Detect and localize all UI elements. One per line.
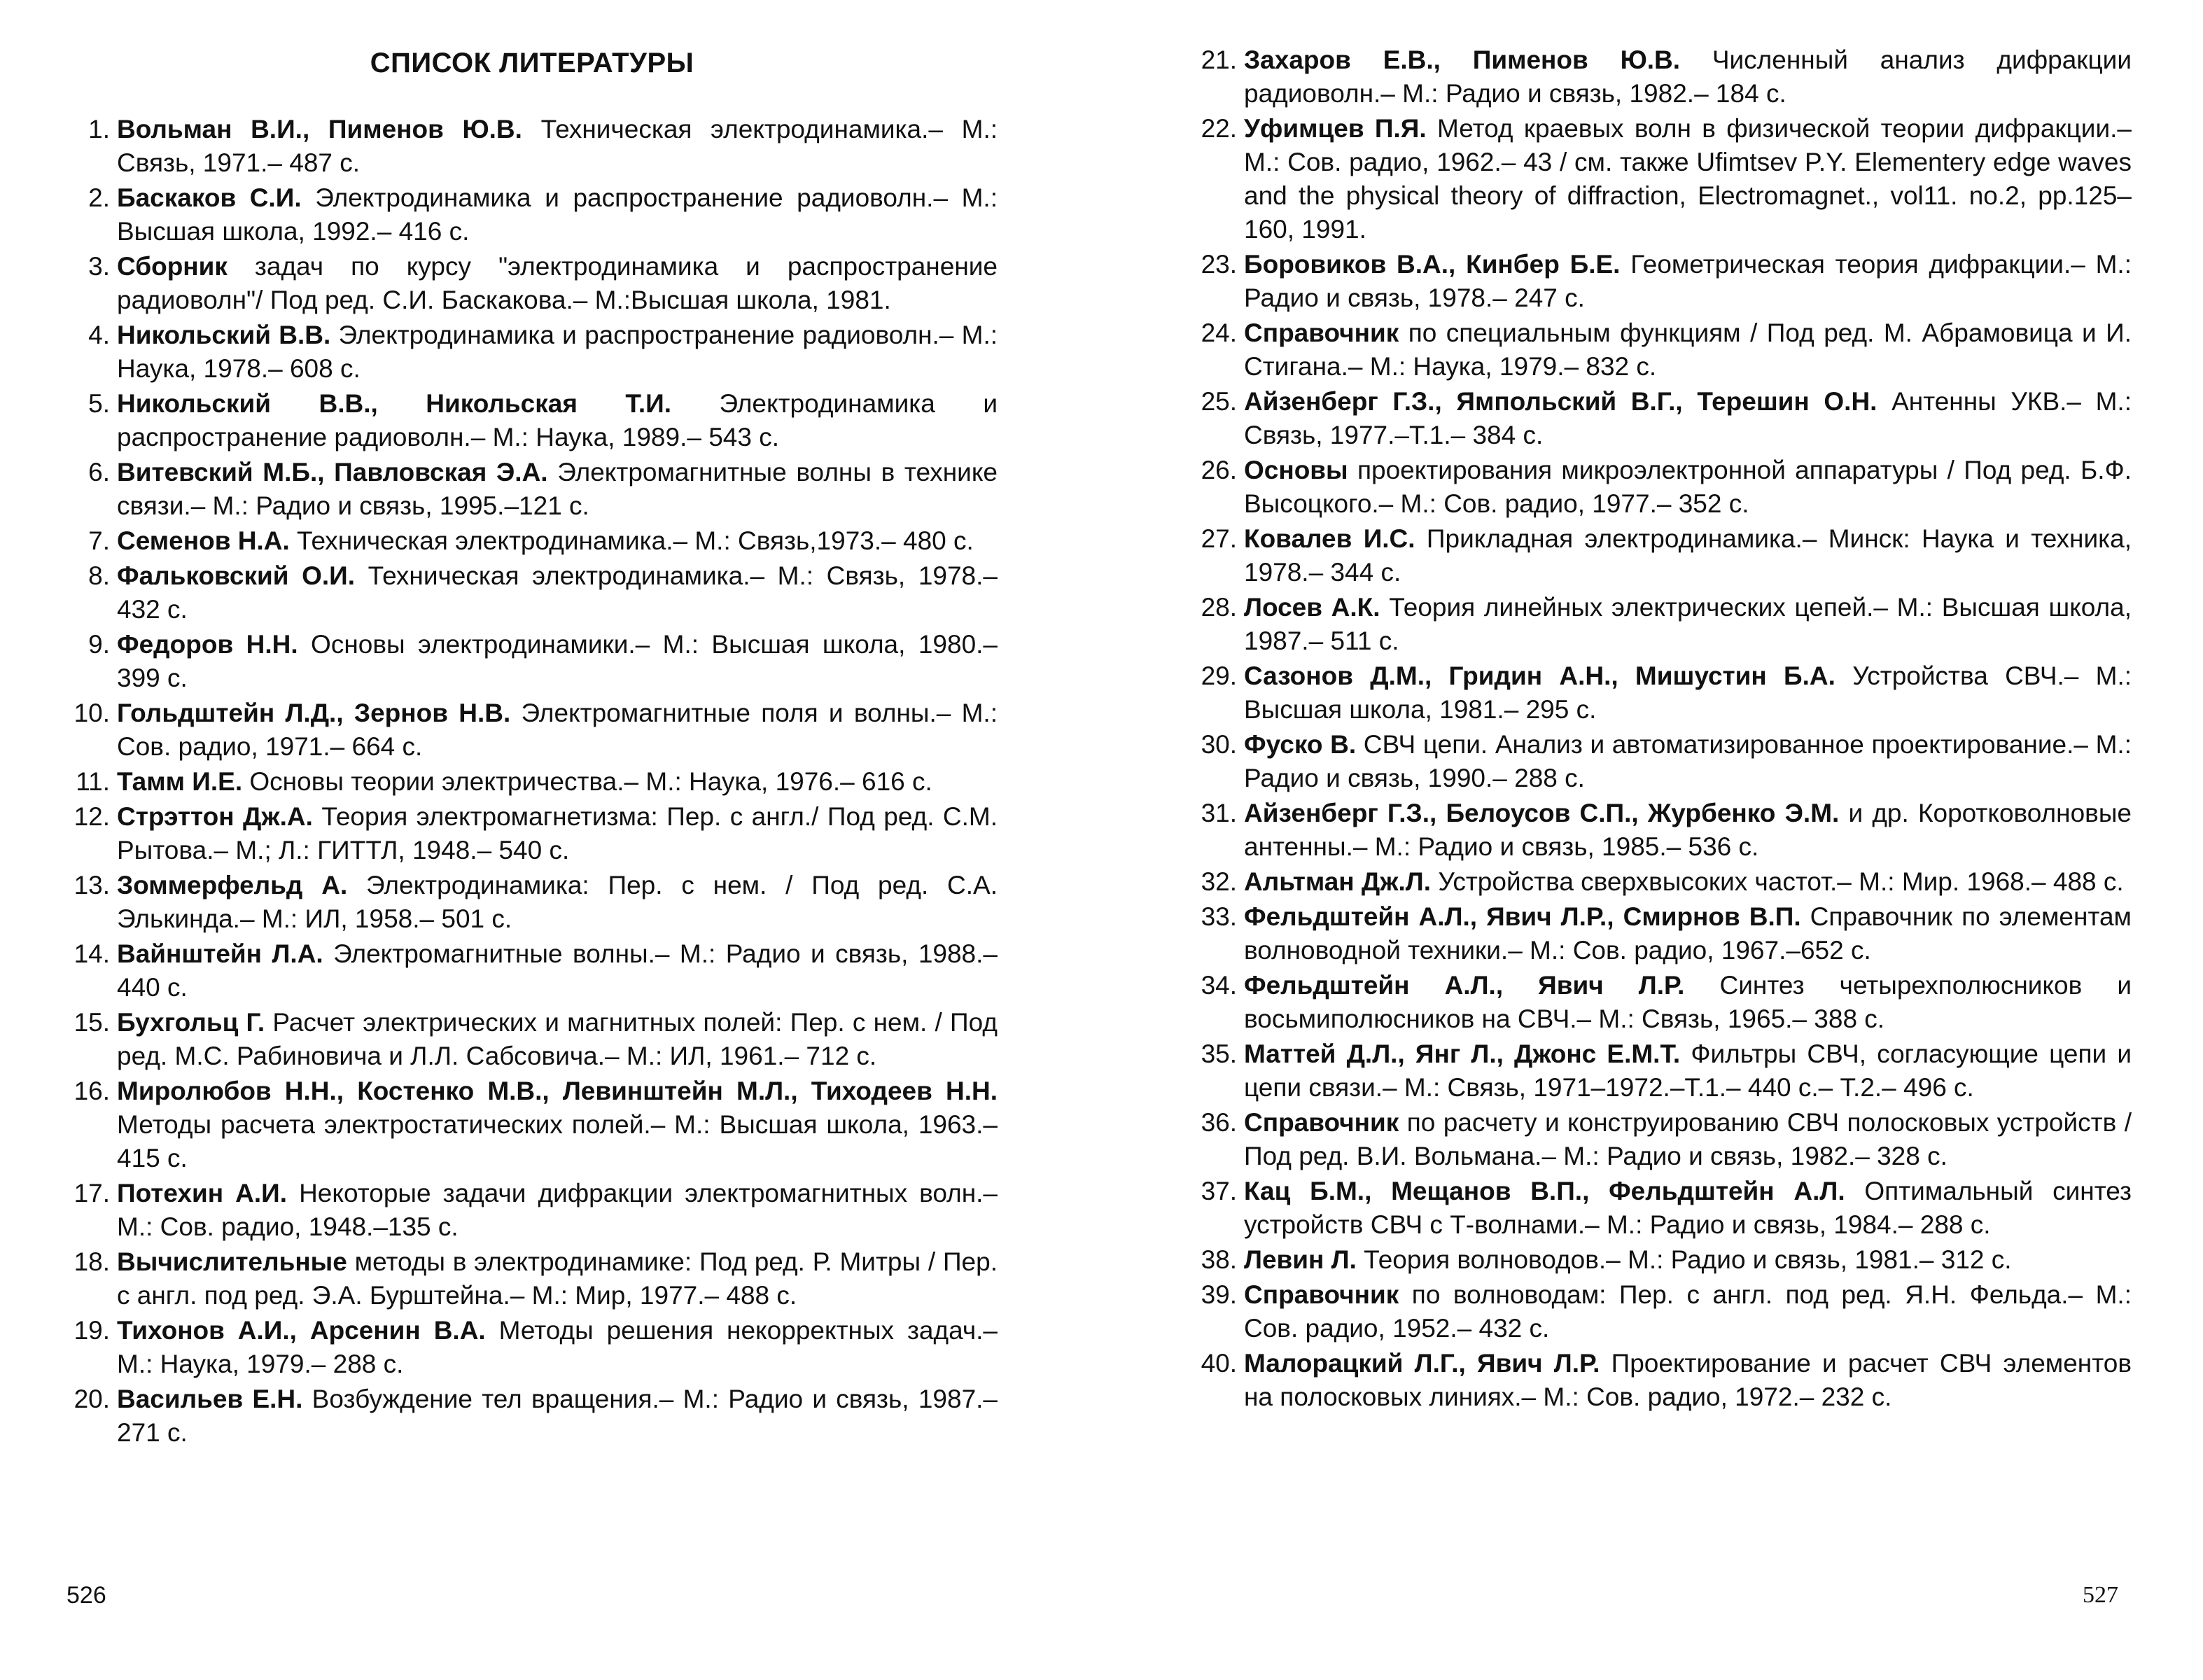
reference-item <box>1194 1037 2132 1105</box>
reference-item <box>1194 1243 2132 1277</box>
reference-number: 5. <box>88 389 110 418</box>
reference-text: по расчету и конструированию СВЧ полосковых устройств / Под ред. В.И. Вольмана.– М.: Радио и связь, 1982.– 328 с. <box>1244 1108 2132 1170</box>
reference-item <box>1194 1106 2132 1173</box>
reference-item <box>1194 112 2132 246</box>
reference-number: 1. <box>88 115 110 144</box>
reference-authors: Боровиков В.А., Кинбер Б.Е. <box>1244 250 1621 279</box>
reference-text: Некоторые задачи дифракции электромагнитных волн.– М.: Сов. радио, 1948.–135 с. <box>117 1179 998 1241</box>
reference-list-left <box>67 113 998 1450</box>
reference-number: 37. <box>1201 1177 1237 1205</box>
reference-text: и др. Коротковолновые антенны.– М.: Радио и связь, 1985.– 536 с. <box>1244 799 2132 861</box>
reference-number: 40. <box>1201 1349 1237 1378</box>
reference-item <box>67 1006 998 1073</box>
reference-text: Теория электромагнетизма: Пер. с англ./ Под ред. С.М. Рытова.– М.; Л.: ГИТТЛ, 1948.– 540 с. <box>117 802 998 864</box>
reference-text: Устройства СВЧ.– М.: Высшая школа, 1981.– 295 с. <box>1244 662 2132 724</box>
reference-text: Численный анализ дифракции радиоволн.– М.: Радио и связь, 1982.– 184 с. <box>1244 46 2132 108</box>
reference-number: 28. <box>1201 593 1237 622</box>
reference-item <box>1194 1175 2132 1242</box>
reference-number: 6. <box>88 458 110 486</box>
reference-text: методы в электродинамике: Под ред. Р. Митры / Пер. с англ. под ред. Э.А. Бурштейна.– М.: Мир, 1977.– 488 с. <box>117 1247 998 1310</box>
reference-authors: Стрэттон Дж.А. <box>117 802 313 831</box>
reference-item <box>67 387 998 454</box>
reference-authors: Айзенберг Г.З., Белоусов С.П., Журбенко Э.М. <box>1244 799 1840 827</box>
reference-authors: Основы <box>1244 456 1348 484</box>
reference-number: 11. <box>76 767 110 796</box>
reference-authors: Тихонов А.И., Арсенин В.А. <box>117 1316 486 1345</box>
reference-text: Электромагнитные поля и волны.– М.: Сов. радио, 1971.– 664 с. <box>117 699 998 761</box>
reference-authors: Фельдштейн А.Л., Явич Л.Р., Смирнов В.П. <box>1244 902 1801 931</box>
reference-item <box>67 628 998 695</box>
reference-item <box>1194 591 2132 658</box>
reference-authors: Айзенберг Г.З., Ямпольский В.Г., Терешин О.Н. <box>1244 387 1877 416</box>
reference-number: 16. <box>74 1077 110 1105</box>
reference-item <box>67 800 998 867</box>
reference-number: 9. <box>88 630 110 659</box>
reference-authors: Справочник <box>1244 318 1399 347</box>
reference-authors: Малорацкий Л.Г., Явич Л.Р. <box>1244 1349 1600 1378</box>
reference-text: Методы решения некорректных задач.– М.: Наука, 1979.– 288 с. <box>117 1316 998 1378</box>
reference-authors: Вайнштейн Л.А. <box>117 939 323 968</box>
reference-text: Оптимальный синтез устройств СВЧ с Т-волнами.– М.: Радио и связь, 1984.– 288 с. <box>1244 1177 2132 1239</box>
reference-number: 30. <box>1201 730 1237 759</box>
reference-authors: Федоров Н.Н. <box>117 630 298 659</box>
reference-number: 22. <box>1201 114 1237 143</box>
reference-text: Электродинамика и распространение радиоволн.– М.: Наука, 1978.– 608 с. <box>117 321 998 383</box>
reference-authors: Фальковский О.И. <box>117 561 356 590</box>
reference-item <box>67 524 998 558</box>
reference-number: 17. <box>74 1179 110 1208</box>
reference-text: задач по курсу "электродинамика и распространение радиоволн"/ Под ред. С.И. Баскакова.– М.:Высшая школа, 1981. <box>117 252 998 314</box>
reference-authors: Сазонов Д.М., Гридин А.Н., Мишустин Б.А. <box>1244 662 1835 690</box>
page-title: СПИСОК ЛИТЕРАТУРЫ <box>370 48 694 78</box>
reference-authors: Семенов Н.А. <box>117 526 290 555</box>
reference-authors: Гольдштейн Л.Д., Зернов Н.В. <box>117 699 511 727</box>
reference-authors: Альтман Дж.Л. <box>1244 867 1432 896</box>
reference-text: Методы расчета электростатических полей.– М.: Высшая школа, 1963.– 415 с. <box>117 1110 998 1172</box>
reference-text: Геометрическая теория дифракции.– М.: Радио и связь, 1978.– 247 с. <box>1244 250 2132 312</box>
reference-number: 39. <box>1201 1280 1237 1309</box>
reference-number: 13. <box>74 871 110 899</box>
reference-item <box>67 181 998 248</box>
reference-text: Возбуждение тел вращения.– М.: Радио и связь, 1987.– 271 с. <box>117 1385 998 1447</box>
reference-authors: Васильев Е.Н. <box>117 1385 303 1413</box>
reference-authors: Никольский В.В., Никольская Т.И. <box>117 389 671 418</box>
reference-text: Основы теории электричества.– М.: Наука, 1976.– 616 с. <box>242 767 932 796</box>
reference-text: Антенны УКВ.– М.: Связь, 1977.–Т.1.– 384 с. <box>1244 387 2132 449</box>
reference-item <box>1194 248 2132 315</box>
reference-text: Электромагнитные волны.– М.: Радио и связь, 1988.– 440 с. <box>117 939 998 1002</box>
reference-text: Метод краевых волн в физической теории дифракции.– М.: Сов. радио, 1962.– 43 / см. также Ufimtsev P.Y. Elementery edge waves and the physical theory of diffraction, Electromagnet., vol11. no.2, pp.125–160, 1991. <box>1244 114 2132 244</box>
reference-authors: Вольман В.И., Пименов Ю.В. <box>117 115 522 144</box>
reference-number: 29. <box>1201 662 1237 690</box>
reference-number: 23. <box>1201 250 1237 279</box>
reference-number: 10. <box>74 699 110 727</box>
reference-item <box>67 696 998 764</box>
reference-item <box>67 765 998 799</box>
reference-text: Техническая электродинамика.– М.: Связь, 1978.– 432 с. <box>117 561 998 624</box>
reference-number: 38. <box>1201 1245 1237 1274</box>
reference-text: Синтез четырехполюсников и восьмиполюсников на СВЧ.– М.: Связь, 1965.– 388 с. <box>1244 971 2132 1033</box>
reference-number: 2. <box>88 183 110 212</box>
reference-number: 19. <box>74 1316 110 1345</box>
reference-number: 36. <box>1201 1108 1237 1137</box>
reference-number: 7. <box>88 526 110 555</box>
reference-item <box>67 1074 998 1175</box>
reference-number: 14. <box>74 939 110 968</box>
reference-number: 31. <box>1201 799 1237 827</box>
reference-item <box>67 250 998 317</box>
reference-authors: Справочник <box>1244 1280 1399 1309</box>
reference-text: Расчет электрических и магнитных полей: Пер. с нем. / Под ред. М.С. Рабиновича и Л.Л. Сабсовича.– М.: ИЛ, 1961.– 712 с. <box>117 1008 998 1070</box>
reference-text: Техническая электродинамика.– М.: Связь,1973.– 480 с. <box>289 526 974 555</box>
reference-number: 8. <box>88 561 110 590</box>
reference-item <box>1194 522 2132 589</box>
reference-authors: Захаров Е.В., Пименов Ю.В. <box>1244 46 1681 74</box>
reference-authors: Кац Б.М., Мещанов В.П., Фельдштейн А.Л. <box>1244 1177 1845 1205</box>
reference-item <box>1194 43 2132 111</box>
reference-text: Прикладная электродинамика.– Минск: Наука и техника, 1978.– 344 с. <box>1244 524 2132 587</box>
reference-item <box>67 113 998 180</box>
reference-number: 18. <box>74 1247 110 1276</box>
reference-text: Электродинамика и распространение радиоволн.– М.: Наука, 1989.– 543 с. <box>117 389 998 451</box>
reference-text: Техническая электродинамика.– М.: Связь, 1971.– 487 с. <box>117 115 998 177</box>
reference-item <box>67 1245 998 1312</box>
reference-item <box>67 318 998 386</box>
reference-number: 12. <box>74 802 110 831</box>
reference-text: Теория линейных электрических цепей.– М.: Высшая школа, 1987.– 511 с. <box>1244 593 2132 655</box>
reference-authors: Фуско В. <box>1244 730 1357 759</box>
reference-number: 33. <box>1201 902 1237 931</box>
reference-text: Электродинамика: Пер. с нем. / Под ред. С.А. Элькинда.– М.: ИЛ, 1958.– 501 с. <box>117 871 998 933</box>
reference-authors: Потехин А.И. <box>117 1179 288 1208</box>
reference-text: Электродинамика и распространение радиоволн.– М.: Высшая школа, 1992.– 416 с. <box>117 183 998 246</box>
reference-item <box>1194 1347 2132 1414</box>
reference-authors: Витевский М.Б., Павловская Э.А. <box>117 458 548 486</box>
reference-number: 15. <box>74 1008 110 1037</box>
reference-authors: Ковалев И.С. <box>1244 524 1415 553</box>
reference-number: 26. <box>1201 456 1237 484</box>
left-page <box>67 0 998 1680</box>
reference-text: по волноводам: Пер. с англ. под ред. Я.Н. Фельда.– М.: Сов. радио, 1952.– 432 с. <box>1244 1280 2132 1343</box>
reference-authors: Маттей Д.Л., Янг Л., Джонс Е.М.Т. <box>1244 1040 1681 1068</box>
reference-number: 24. <box>1201 318 1237 347</box>
reference-authors: Лосев А.К. <box>1244 593 1380 622</box>
reference-text: СВЧ цепи. Анализ и автоматизированное проектирование.– М.: Радио и связь, 1990.– 288 с. <box>1244 730 2132 792</box>
reference-item <box>1194 969 2132 1036</box>
reference-number: 34. <box>1201 971 1237 1000</box>
reference-item <box>1194 865 2132 899</box>
reference-text: Электромагнитные волны в технике связи.– М.: Радио и связь, 1995.–121 с. <box>117 458 998 520</box>
reference-item <box>67 456 998 523</box>
reference-number: 35. <box>1201 1040 1237 1068</box>
reference-item <box>67 1314 998 1381</box>
reference-item <box>67 1382 998 1450</box>
reference-authors: Левин Л. <box>1244 1245 1357 1274</box>
reference-text: Проектирование и расчет СВЧ элементов на полосковых линиях.– М.: Сов. радио, 1972.– 232 с. <box>1244 1349 2132 1411</box>
reference-list-right <box>1194 43 2132 1414</box>
reference-item <box>67 1177 998 1244</box>
reference-text: Основы электродинамики.– М.: Высшая школа, 1980.– 399 с. <box>117 630 998 692</box>
page-number-right: 527 <box>2083 1582 2118 1608</box>
reference-item <box>1194 797 2132 864</box>
reference-authors: Вычислительные <box>117 1247 347 1276</box>
reference-item <box>1194 900 2132 967</box>
reference-authors: Зоммерфельд А. <box>117 871 348 899</box>
reference-number: 20. <box>74 1385 110 1413</box>
reference-item <box>1194 316 2132 384</box>
page-number-left: 526 <box>67 1582 106 1609</box>
reference-number: 27. <box>1201 524 1237 553</box>
reference-authors: Баскаков С.И. <box>117 183 302 212</box>
reference-authors: Справочник <box>1244 1108 1399 1137</box>
reference-text: Справочник по элементам волноводной техники.– М.: Сов. радио, 1967.–652 с. <box>1244 902 2132 965</box>
reference-item <box>1194 454 2132 521</box>
reference-number: 4. <box>88 321 110 349</box>
reference-text: по специальным функциям / Под ред. М. Абрамовица и И. Стигана.– М.: Наука, 1979.– 832 с. <box>1244 318 2132 381</box>
reference-number: 25. <box>1201 387 1237 416</box>
reference-authors: Тамм И.Е. <box>117 767 243 796</box>
reference-authors: Миролюбов Н.Н., Костенко М.В., Левинштейн М.Л., Тиходеев Н.Н. <box>117 1077 998 1105</box>
reference-authors: Фельдштейн А.Л., Явич Л.Р. <box>1244 971 1685 1000</box>
reference-item <box>1194 385 2132 452</box>
reference-authors: Бухгольц Г. <box>117 1008 265 1037</box>
reference-item <box>1194 659 2132 727</box>
reference-text: Фильтры СВЧ, согласующие цепи и цепи связи.– М.: Связь, 1971–1972.–Т.1.– 440 с.– Т.2.– 496 с. <box>1244 1040 2132 1102</box>
right-page <box>1194 0 2132 1680</box>
reference-authors: Сборник <box>117 252 228 281</box>
reference-authors: Уфимцев П.Я. <box>1244 114 1427 143</box>
reference-item <box>67 559 998 626</box>
reference-number: 32. <box>1201 867 1237 896</box>
reference-item <box>1194 728 2132 795</box>
reference-item <box>67 869 998 936</box>
reference-text: проектирования микроэлектронной аппаратуры / Под ред. Б.Ф. Высоцкого.– М.: Сов. радио, 1977.– 352 с. <box>1244 456 2132 518</box>
reference-authors: Никольский В.В. <box>117 321 331 349</box>
reference-item <box>1194 1278 2132 1345</box>
reference-number: 3. <box>88 252 110 281</box>
reference-text: Теория волноводов.– М.: Радио и связь, 1981.– 312 с. <box>1356 1245 2012 1274</box>
reference-item <box>67 937 998 1004</box>
reference-text: Устройства сверхвысоких частот.– М.: Мир. 1968.– 488 с. <box>1431 867 2124 896</box>
reference-number: 21. <box>1201 46 1237 74</box>
